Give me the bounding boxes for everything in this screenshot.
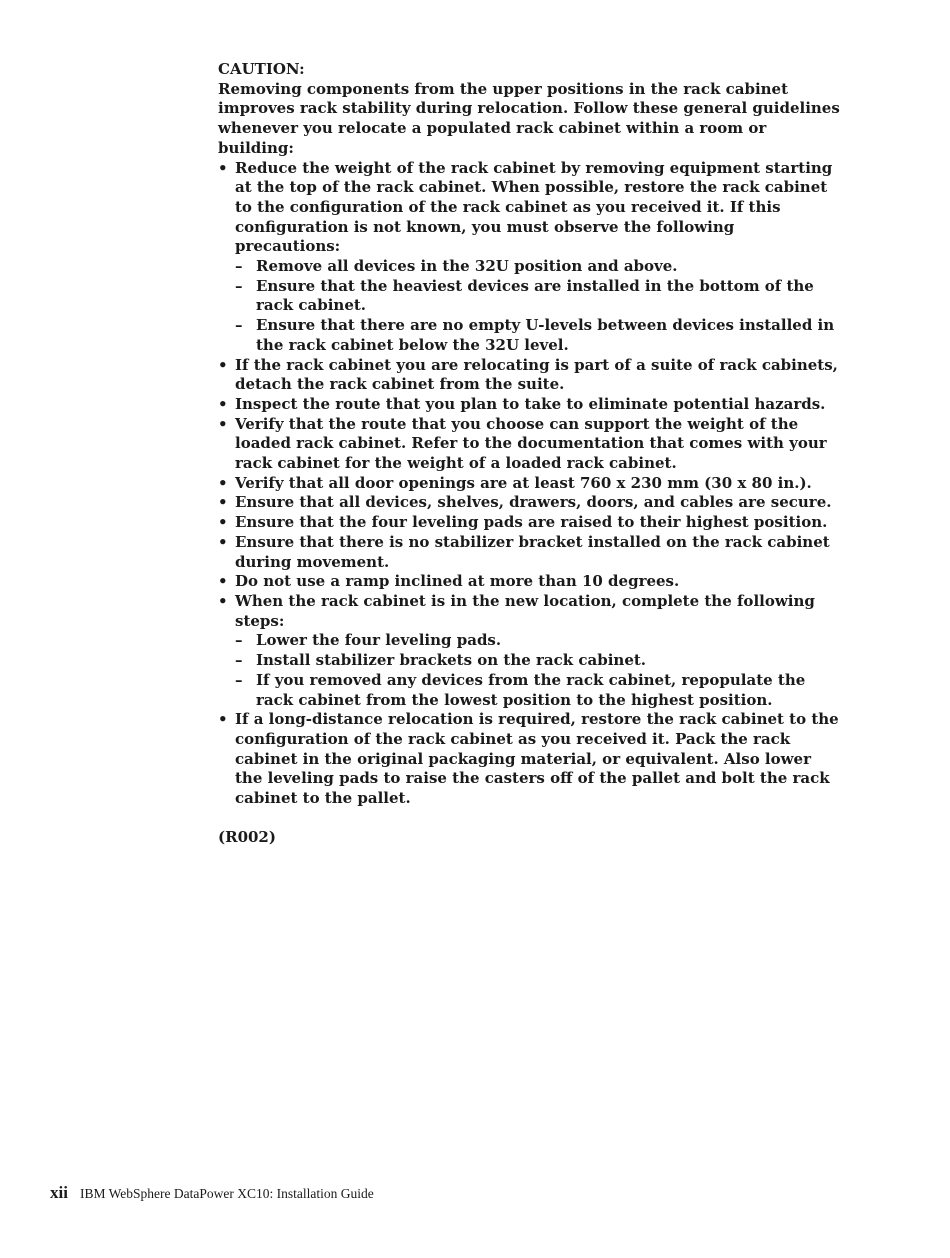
bullet-mark: • [218, 355, 228, 374]
dash-mark: – [235, 257, 243, 276]
guideline-item [218, 592, 843, 710]
dash-mark: – [235, 670, 243, 689]
guideline-item [218, 533, 843, 572]
precaution-item [235, 316, 843, 355]
bullet-mark: • [218, 572, 228, 591]
precaution-text: Ensure that the heaviest devices are installed in the bottom of the rack cabinet. [256, 276, 814, 315]
bullet-mark: • [218, 493, 228, 512]
guideline-text: Inspect the route that you plan to take to eliminate potential hazards. [235, 394, 826, 413]
guideline-item [218, 513, 843, 533]
precaution-list [235, 257, 843, 356]
guideline-text: Ensure that the four leveling pads are raised to their highest position. [235, 513, 828, 532]
guideline-item [218, 159, 843, 356]
bullet-mark: • [218, 532, 228, 551]
bullet-mark: • [218, 414, 228, 433]
guideline-text: Verify that the route that you choose can support the weight of the loaded rack cabinet. Refer to the documentation that comes with your rack cabinet for the weight of a loaded rack cabinet. [235, 414, 827, 473]
page-number: xii [50, 1183, 68, 1202]
bullet-mark: • [218, 473, 228, 492]
guideline-item [218, 356, 843, 395]
caution-notice [218, 60, 843, 847]
guideline-text: Do not use a ramp inclined at more than 10 degrees. [235, 572, 680, 591]
precaution-text: Remove all devices in the 32U position and above. [256, 257, 678, 276]
guideline-text: Ensure that there is no stabilizer bracket installed on the rack cabinet during movement. [235, 532, 830, 571]
guideline-item [218, 493, 843, 513]
guideline-text: Reduce the weight of the rack cabinet by removing equipment starting at the top of the rack cabinet. When possible, restore the rack cabinet to the configuration of the rack cabinet as you received it. If this configuration is not known, you must observe the following precautions: [235, 158, 833, 256]
step-item [235, 631, 843, 651]
dash-mark: – [235, 276, 243, 295]
bullet-mark: • [218, 513, 228, 532]
precaution-text: Ensure that there are no empty U-levels between devices installed in the rack cabinet below the 32U level. [256, 316, 835, 354]
guideline-item [218, 395, 843, 415]
dash-mark: – [235, 631, 243, 650]
guideline-item [218, 572, 843, 592]
caution-code: (R002) [218, 827, 276, 846]
step-text: If you removed any devices from the rack cabinet, repopulate the rack cabinet from the lowest position to the highest position. [256, 670, 806, 709]
step-text: Install stabilizer brackets on the rack cabinet. [256, 651, 647, 670]
precaution-item [235, 257, 843, 277]
page-footer [50, 1183, 374, 1203]
step-list [235, 631, 843, 710]
bullet-mark: • [218, 591, 228, 610]
guideline-item [218, 710, 843, 809]
book-title: IBM WebSphere DataPower XC10: Installation Guide [79, 1186, 374, 1201]
step-item [235, 671, 843, 710]
guideline-text: If the rack cabinet you are relocating is part of a suite of rack cabinets, detach the rack cabinet from the suite. [235, 355, 838, 394]
guideline-text: Ensure that all devices, shelves, drawers, doors, and cables are secure. [235, 493, 832, 512]
caution-label: CAUTION: [218, 60, 305, 78]
guideline-list [218, 159, 843, 809]
step-text: Lower the four leveling pads. [256, 631, 502, 650]
bullet-mark: • [218, 158, 228, 177]
step-item [235, 651, 843, 671]
guideline-text: When the rack cabinet is in the new location, complete the following steps: [235, 591, 815, 630]
dash-mark: – [235, 651, 243, 670]
guideline-item [218, 415, 843, 474]
caution-intro: Removing components from the upper positions in the rack cabinet improves rack stability during relocation. Follow these general guidelines whenever you relocate a populated rack cabinet within a room or building: [218, 79, 840, 157]
bullet-mark: • [218, 710, 228, 729]
precaution-item [235, 277, 843, 316]
dash-mark: – [235, 316, 243, 335]
bullet-mark: • [218, 394, 228, 413]
guideline-item [218, 474, 843, 494]
guideline-text: If a long-distance relocation is required, restore the rack cabinet to the configuration of the rack cabinet as you received it. Pack the rack cabinet in the original packaging material, or equivalent. Also lower the leveling pads to raise the casters off of the pallet and bolt the rack cabinet to the pallet. [235, 710, 839, 808]
guideline-text: Verify that all door openings are at least 760 x 230 mm (30 x 80 in.). [235, 473, 812, 492]
